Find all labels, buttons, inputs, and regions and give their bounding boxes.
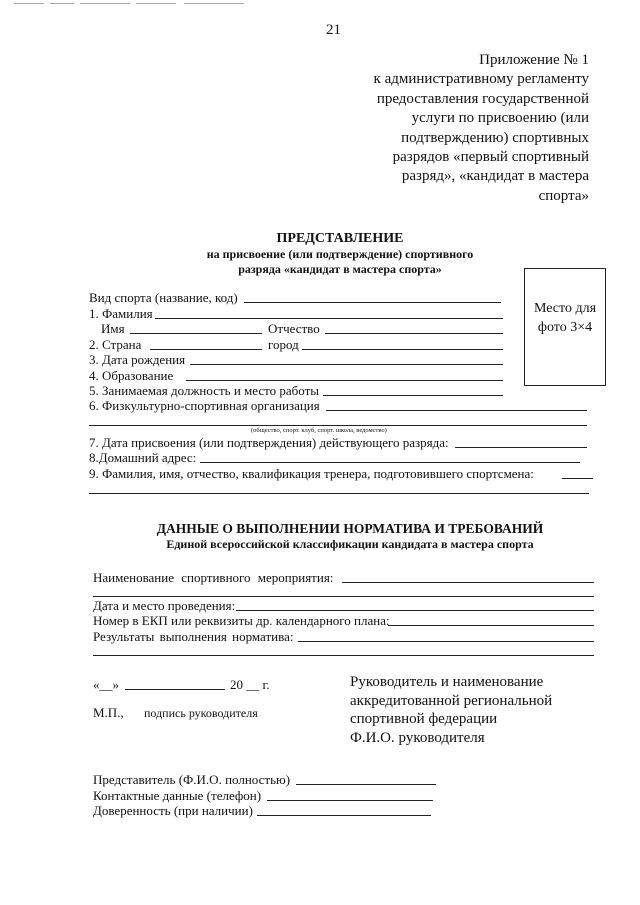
appendix-line: подтверждению) спортивных (401, 129, 589, 146)
appendix-line: Приложение № 1 (479, 52, 589, 68)
field-line-city[interactable] (302, 349, 503, 350)
field-label-education: 4. Образование (89, 368, 174, 383)
field-line-sport[interactable] (244, 302, 501, 303)
field-line-name[interactable] (130, 333, 262, 334)
title-main: ПРЕДСТАВЛЕНИЕ (276, 231, 404, 246)
field-label-results: Результаты выполнения норматива: (93, 629, 294, 644)
head-line: Ф.И.О. руководителя (350, 730, 485, 747)
appendix-line: предоставления государственной (376, 90, 589, 107)
field-label-name: Имя (101, 321, 125, 336)
field-label-organization: 6. Физкультурно-спортивная организация (89, 398, 320, 413)
scan-edge-artifact (0, 0, 640, 6)
field-label-city: город (268, 337, 299, 352)
field-line-representative[interactable] (296, 784, 436, 785)
appendix-block (374, 51, 589, 206)
section2-subtitle: Единой всероссийской классификации кандидата в мастера спорта (166, 537, 534, 551)
field-line-position[interactable] (323, 395, 503, 396)
section2-title: ДАННЫЕ О ВЫПОЛНЕНИИ НОРМАТИВА И ТРЕБОВАНИЙ (156, 521, 544, 536)
signature-label: подпись руководителя (144, 706, 258, 720)
field-label-coach: 9. Фамилия, имя, отчество, квалификация тренера, подготовившего спортсмена: (89, 466, 534, 481)
field-label-address: 8.Домашний адрес: (89, 450, 197, 465)
field-line-event[interactable] (342, 582, 594, 583)
field-line-education[interactable] (186, 380, 503, 381)
field-line-contact[interactable] (267, 800, 433, 801)
photo-box-label: Место для (533, 301, 597, 316)
field-line-birth[interactable] (190, 364, 503, 365)
title-line: на присвоение (или подтверждение) спортивного (206, 247, 474, 261)
title-line: разряда «кандидат в мастера спорта» (238, 262, 442, 276)
field-label-surname: 1. Фамилия (89, 306, 153, 321)
photo-box (524, 268, 606, 386)
appendix-line: разрядов «первый спортивный (392, 149, 589, 166)
field-label-patronymic: Отчество (268, 321, 320, 336)
field-line-organization-2[interactable] (89, 425, 587, 426)
field-line-results-2[interactable] (93, 655, 594, 656)
field-label-country: 2. Страна (89, 337, 142, 352)
field-line-patronymic[interactable] (325, 333, 503, 334)
field-line-event-2[interactable] (93, 596, 594, 597)
appendix-line: разряд», «кандидат в мастера (401, 168, 589, 185)
field-label-position: 5. Занимаемая должность и место работы (89, 383, 320, 398)
field-label-contact: Контактные данные (телефон) (93, 788, 262, 803)
date-year: 20 __ г. (230, 677, 270, 692)
head-block (350, 673, 552, 748)
head-line: аккредитованной региональной (350, 692, 553, 709)
page-number: 21 (326, 22, 341, 38)
field-label-event: Наименование спортивного мероприятия: (93, 570, 334, 585)
field-line-coach[interactable] (562, 478, 593, 479)
field-line-date-place[interactable] (236, 610, 594, 611)
photo-box-label: фото 3×4 (537, 320, 593, 335)
field-label-sport: Вид спорта (название, код) (89, 290, 238, 305)
date-day: «__» (93, 677, 119, 692)
field-line-country[interactable] (150, 349, 262, 350)
appendix-line: услуги по присвоению (или (411, 110, 589, 127)
field-label-date-place: Дата и место проведения: (93, 598, 236, 613)
field-line-coach-2[interactable] (89, 493, 589, 494)
date-month-line[interactable] (125, 689, 225, 690)
document-title (180, 230, 500, 277)
appendix-line: спорта» (538, 187, 589, 204)
head-line: спортивной федерации (350, 711, 498, 728)
head-line: Руководитель и наименование (350, 674, 544, 690)
field-line-organization[interactable] (326, 410, 587, 411)
organization-hint: (общество, спорт. клуб, спорт. школа, ведомство) (251, 427, 387, 434)
field-line-proxy[interactable] (257, 815, 431, 816)
field-label-proxy: Доверенность (при наличии) (93, 803, 253, 818)
appendix-line: к административному регламенту (373, 71, 589, 88)
field-line-surname[interactable] (155, 318, 503, 319)
field-line-address[interactable] (200, 462, 580, 463)
field-line-ekp[interactable] (388, 625, 594, 626)
field-label-representative: Представитель (Ф.И.О. полностью) (93, 772, 291, 787)
field-label-ekp: Номер в ЕКП или реквизиты др. календарного плана: (93, 613, 390, 628)
field-label-birth: 3. Дата рождения (89, 352, 186, 367)
stamp-label: М.П., (93, 705, 124, 720)
section2-heading (100, 521, 600, 552)
field-line-rank-date[interactable] (455, 447, 587, 448)
field-line-results[interactable] (298, 641, 594, 642)
field-label-rank-date: 7. Дата присвоения (или подтверждения) действующего разряда: (89, 435, 449, 450)
